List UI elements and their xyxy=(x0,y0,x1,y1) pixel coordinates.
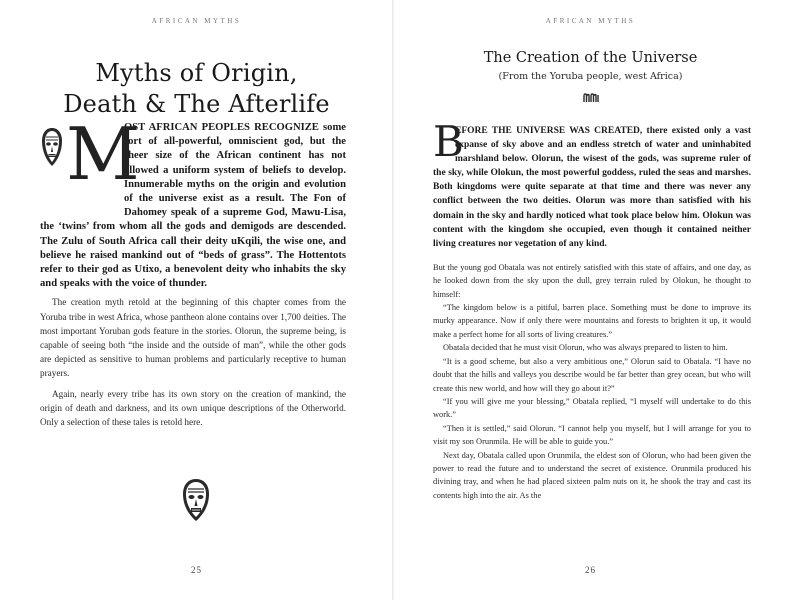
body-paragraph: “Then it is settled,” said Olorun. “I cannot help you myself, but I will arrange for you to visit my son Orunmila. He will be able to guide you.” xyxy=(433,423,751,447)
decorative-glyph-icon xyxy=(582,92,600,104)
chapter-title xyxy=(30,58,363,120)
drop-cap-letter: B xyxy=(433,117,464,166)
drop-cap-letter: M xyxy=(66,112,140,196)
drop-cap-block xyxy=(433,117,464,166)
drop-cap-block xyxy=(40,112,140,207)
body-paragraph: Obatala decided that he must visit Olorun, who was always prepared to listen to him. xyxy=(443,343,728,353)
chapter-title-line2: Death & The Afterlife xyxy=(63,90,330,118)
chapter-title-line1: Myths of Origin, xyxy=(95,59,298,87)
running-head: AFRICAN MYTHS xyxy=(545,17,636,25)
story-subtitle: (From the Yoruba people, west Africa) xyxy=(498,71,683,82)
page-number: 25 xyxy=(191,565,202,575)
body-paragraph: “The kingdom below is a pitiful, barren place. Something must be done to improve its murky appearance. Now if only there were mountains and forests to brighten it up, it would make a perfect home for all sorts of living creatures.” xyxy=(433,303,751,339)
story-title: The Creation of the Universe xyxy=(483,50,698,66)
right-page xyxy=(394,0,787,600)
left-body-text xyxy=(40,112,346,429)
intro-paragraph: OST AFRICAN PEOPLES RECOGNIZE some sort of all-powerful, omniscient god, but the sheer size of the African continent has not allowed a uniform system of beliefs to develop. Innumerable myths on the origin and evolution of the universe exist as a result. The Fon of Dahomey speak of a supreme God, Mawu-Lisa, the ‘twins’ from whom all the gods and demigods are descended. The Zulu of South Africa call their deity uKqili, the wise one, and believe he raised mankind out of “beds of grass”. The Hottentots refer to their god as Utixo, a benevolent deity who inhabits the sky and speaks with the voice of thunder. xyxy=(40,122,346,290)
tribal-mask-icon xyxy=(181,478,211,522)
intro-paragraph: EFORE THE UNIVERSE WAS CREATED, there existed only a vast expanse of sky above and an endless stretch of water and uninhabited marshland below. Olorun, the wisest of the gods, was supreme ruler of the sky, while Olokun, the most powerful goddess, ruled the seas and marshes. Both kingdoms were quite separate at that time and there was never any conflict between the two deities. Olorun was more than satisfied with his domain in the sky and hardly noticed what took place below him. Olokun was content with the kingdom she occupied, even though it contained neither living creatures nor vegetation of any kind. xyxy=(433,126,751,249)
body-paragraph: Next day, Obatala called upon Orunmila, the eldest son of Olorun, who had been given the power to read the future and to understand the secret of existence. Orunmila produced his divining tray, and when he had placed sixteen palm nuts on it, he shook the tray and cast its contents high into the air. As the xyxy=(433,450,751,500)
left-page xyxy=(0,0,393,600)
tribal-mask-icon xyxy=(40,127,64,167)
running-head: AFRICAN MYTHS xyxy=(151,17,242,25)
body-paragraph: “If you will give me your blessing,” Obatala replied, “I myself will undertake to do this work.” xyxy=(433,396,751,420)
body-paragraph: The creation myth retold at the beginning of this chapter comes from the Yoruba tribe in west Africa, whose pantheon alone contains over 1,700 deities. The most important Yoruban gods feature in the stories. Olorun, the supreme being, is capable of seeing both “the inside and the outside of man”, while the other gods are depicted as sensitive to human problems and particularly receptive to human prayers. xyxy=(40,297,346,379)
body-paragraph: But the young god Obatala was not entirely satisfied with this state of affairs, and one day, as he looked down from the sky upon the dull, grey terrain ruled by Olokun, he thought to himself: xyxy=(433,262,751,299)
right-body-text xyxy=(433,117,751,502)
page-number: 26 xyxy=(585,565,596,575)
body-paragraph: “It is a good scheme, but also a very ambitious one,” Olorun said to Obatala. “I have no doubt that the hills and valleys you describe would be far better than grey ocean, but who will create this new world, and how will they go about it?” xyxy=(433,356,751,393)
body-paragraph: Again, nearly every tribe has its own story on the creation of mankind, the origin of death and darkness, and its own unique descriptions of the Otherworld. Only a selection of these tales is retold here. xyxy=(40,388,346,428)
